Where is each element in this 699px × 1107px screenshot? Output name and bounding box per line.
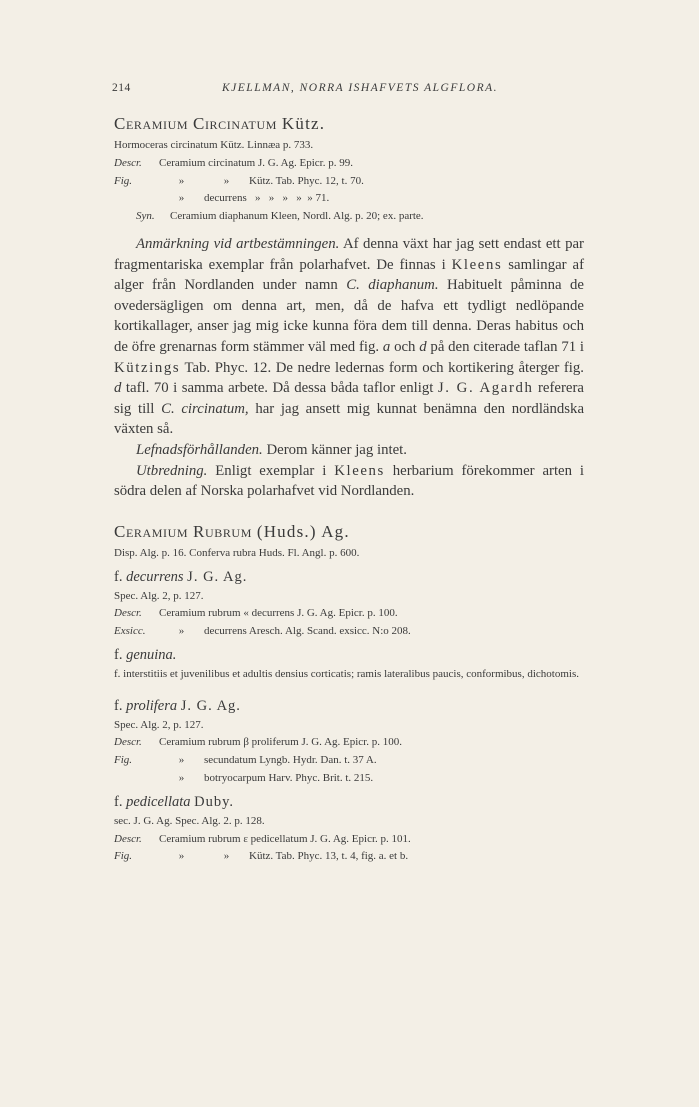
synonym-line: » decurrens » » » » » 71. (178, 192, 330, 205)
reference-line: Descr. Ceramium rubrum ε pedicellatum J. G. Ag. Epicr. p. 101. (114, 832, 411, 845)
reference-line: Fig. » » Kütz. Tab. Phyc. 13, t. 4, fig. a. et b. (114, 850, 409, 863)
distribution-paragraph: Utbredning. Enligt exemplar i Kleens herbarium förekommer arten i södra delen af Norska polarhafvet vid Nordlanden. (114, 462, 585, 500)
form-heading-pedicellata: f. pedicellata Duby. (114, 793, 235, 810)
reference-line: sec. J. G. Ag. Spec. Alg. 2. p. 128. (114, 814, 265, 827)
page-content (114, 114, 584, 866)
reference-line: Spec. Alg. 2, p. 127. (114, 589, 204, 602)
reference-line: Fig. » secundatum Lyngb. Hydr. Dan. t. 37 A. (114, 754, 377, 767)
reference-line: Descr. Ceramium rubrum β proliferum J. G. Ag. Epicr. p. 100. (114, 736, 402, 749)
synonym-line: Descr. Ceramium circinatum J. G. Ag. Epicr. p. 99. (114, 156, 353, 169)
reference-line: Descr. Ceramium rubrum « decurrens J. G. Ag. Epicr. p. 100. (114, 607, 398, 620)
page-number: 214 (112, 82, 131, 94)
form-heading-genuina: f. genuina. (114, 646, 177, 663)
synonym-line: Fig. » » Kütz. Tab. Phyc. 12, t. 70. (114, 174, 364, 187)
species-heading-circinatum: Ceramium Circinatum Kütz. (114, 114, 326, 133)
disp-line: Disp. Alg. p. 16. Conferva rubra Huds. Fl. Angl. p. 600. (114, 546, 360, 559)
reference-line: Spec. Alg. 2, p. 127. (114, 718, 204, 731)
running-title: KJELLMAN, NORRA ISHAFVETS ALGFLORA. (222, 82, 499, 94)
form-heading-decurrens: f. decurrens J. G. Ag. (114, 568, 248, 585)
species-heading-rubrum: Ceramium Rubrum (Huds.) Ag. (114, 521, 350, 541)
form-description: f. interstitiis et juvenilibus et adultis densius corticatis; ramis lateralibus paucis, conformibus, dichotomis. (114, 667, 579, 680)
habitat-paragraph: Lefnadsförhållanden. Derom känner jag intet. (136, 441, 407, 458)
remark-paragraph: Anmärkning vid artbestämningen. Af denna växt har jag sett endast ett par fragmentariska exemplar från polarhafvet. De finnas i Kleens samlingar af alger från Nordlanden under namn C. diaphanum. Habituelt påminna de ovedersägligen om denna art, men, då de hafva ett tydligt nedlöpande kortikallager, anser jag mig icke kunna föra dem till denna. Deras habitus och de öfre grenarnas form stämmer väl med fig. a och d på den citerade taflan 71 i Kützings Tab. Phyc. 12. De nedre ledernas form och kortikering återger fig. d tafl. 70 i samma arbete. Då dessa båda taflor enligt J. G. Agardh referera sig till C. circinatum, har jag ansett mig kunnat benämna den nordländska växten så. (114, 235, 585, 438)
synonym-line: Syn. Ceramium diaphanum Kleen, Nordl. Alg. p. 20; ex. parte. (136, 210, 424, 223)
reference-line: Exsicc. » decurrens Aresch. Alg. Scand. exsicc. N:o 208. (114, 625, 411, 638)
reference-line: » botryocarpum Harv. Phyc. Brit. t. 215. (178, 772, 374, 785)
synonym-line: Hormoceras circinatum Kütz. Linnæa p. 733. (114, 139, 314, 151)
running-header (112, 82, 582, 98)
form-heading-prolifera: f. prolifera J. G. Ag. (114, 697, 241, 714)
